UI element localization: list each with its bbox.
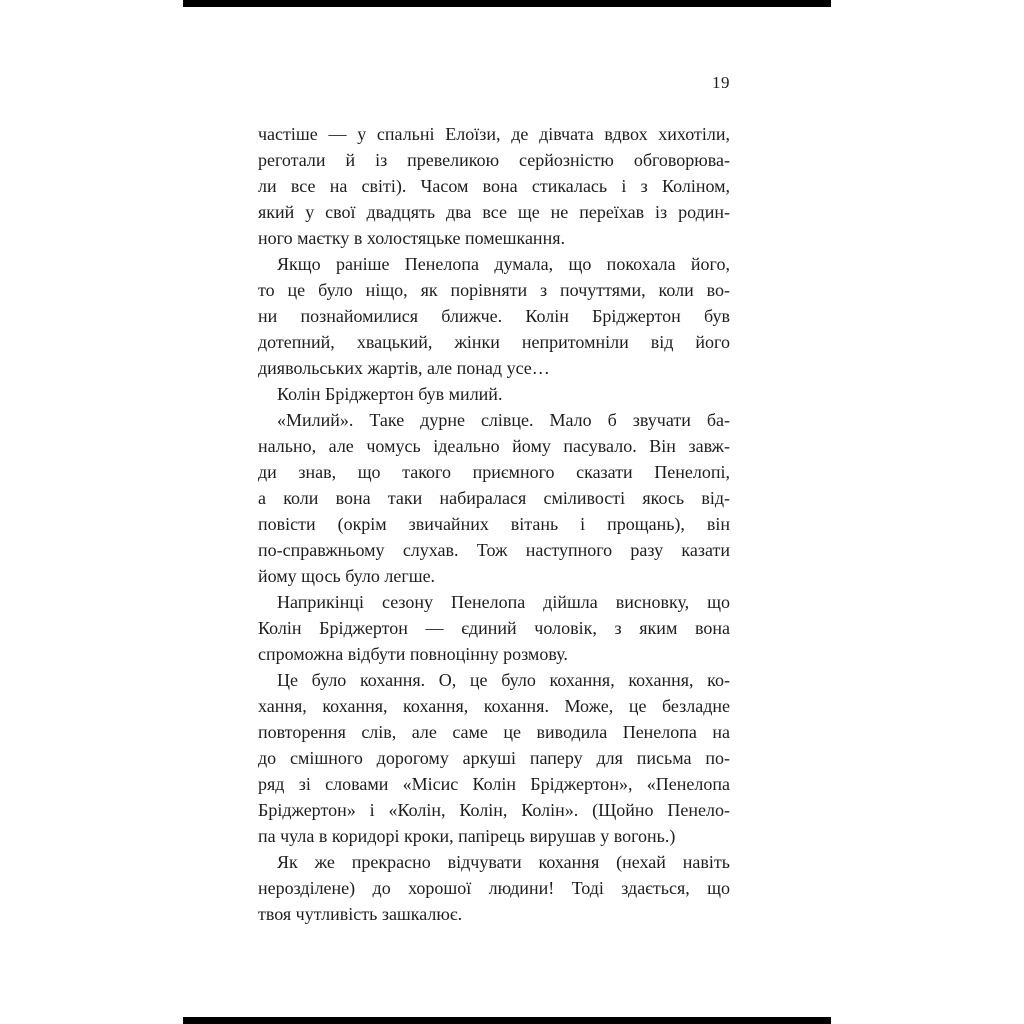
paragraph: [258, 251, 730, 381]
text-line: Бріджертон» і «Колін, Колін, Колін». (Щойно Пенело-: [258, 800, 730, 820]
text-line: Як же прекрасно відчувати кохання (нехай навіть: [277, 852, 730, 872]
text-line: хання, кохання, кохання, кохання. Може, це безладне: [258, 696, 730, 716]
text-line: нерозділене) до хорошої людини! Тоді здається, що: [258, 878, 730, 898]
text-line: ди знав, що такого приємного сказати Пенелопі,: [258, 462, 730, 482]
text-line: по-справжньому слухав. Тож наступного разу казати: [258, 540, 730, 560]
top-edge-bar: [183, 0, 831, 7]
text-line: нально, але чомусь ідеально йому пасувало. Він завж-: [258, 436, 730, 456]
text-line: твоя чутливість зашкалює.: [258, 904, 463, 924]
text-line: ли все на світі). Часом вона стикалась і з Коліном,: [258, 176, 730, 196]
body-text: [258, 121, 730, 927]
text-line: йому щось було легше.: [258, 566, 436, 586]
text-line: який у свої двадцять два все ще не переїхав із родин-: [258, 202, 730, 222]
text-line: Колін Бріджертон був милий.: [277, 384, 503, 404]
text-line: па чула в коридорі кроки, папірець вирушав у вогонь.): [258, 826, 676, 846]
text-line: «Милий». Таке дурне слівце. Мало б звучати ба-: [277, 410, 730, 430]
text-line: ни познайомилися ближче. Колін Бріджертон був: [258, 306, 730, 326]
text-line: ного маєтку в холостяцьке помешкання.: [258, 228, 565, 248]
text-line: Це було кохання. О, це було кохання, кохання, ко-: [277, 670, 730, 690]
paragraph: [258, 121, 730, 251]
text-line: Якщо раніше Пенелопа думала, що покохала його,: [277, 254, 730, 274]
paragraph: [258, 589, 730, 667]
bottom-edge-bar: [183, 1017, 831, 1024]
text-line: Наприкінці сезону Пенелопа дійшла висновку, що: [277, 592, 730, 612]
text-line: дотепний, хвацький, жінки непритомніли від його: [258, 332, 730, 352]
text-line: ряд зі словами «Місис Колін Бріджертон», «Пенелопа: [258, 774, 730, 794]
text-line: Колін Бріджертон — єдиний чоловік, з яким вона: [258, 618, 730, 638]
text-line: а коли вона таки набиралася сміливості якось від-: [258, 488, 730, 508]
paragraph: [258, 849, 730, 927]
paragraph: [258, 407, 730, 589]
text-line: реготали й із превеликою серйозністю обговорюва-: [258, 150, 730, 170]
text-line: повісти (окрім звичайних вітань і прощань), він: [258, 514, 730, 534]
text-line: повторення слів, але саме це виводила Пенелопа на: [258, 722, 730, 742]
text-line: частіше — у спальні Елоїзи, де дівчата вдвох хихотіли,: [258, 124, 730, 144]
text-line: диявольських жартів, але понад усе…: [258, 358, 550, 378]
text-line: до смішного дорогому аркуші паперу для письма по-: [258, 748, 730, 768]
paragraph: [258, 667, 730, 849]
text-line: то це було ніщо, як порівняти з почуттями, коли во-: [258, 280, 730, 300]
paragraph: [258, 381, 730, 407]
text-line: спроможна відбути повноцінну розмову.: [258, 644, 568, 664]
page-number: 19: [712, 73, 730, 92]
